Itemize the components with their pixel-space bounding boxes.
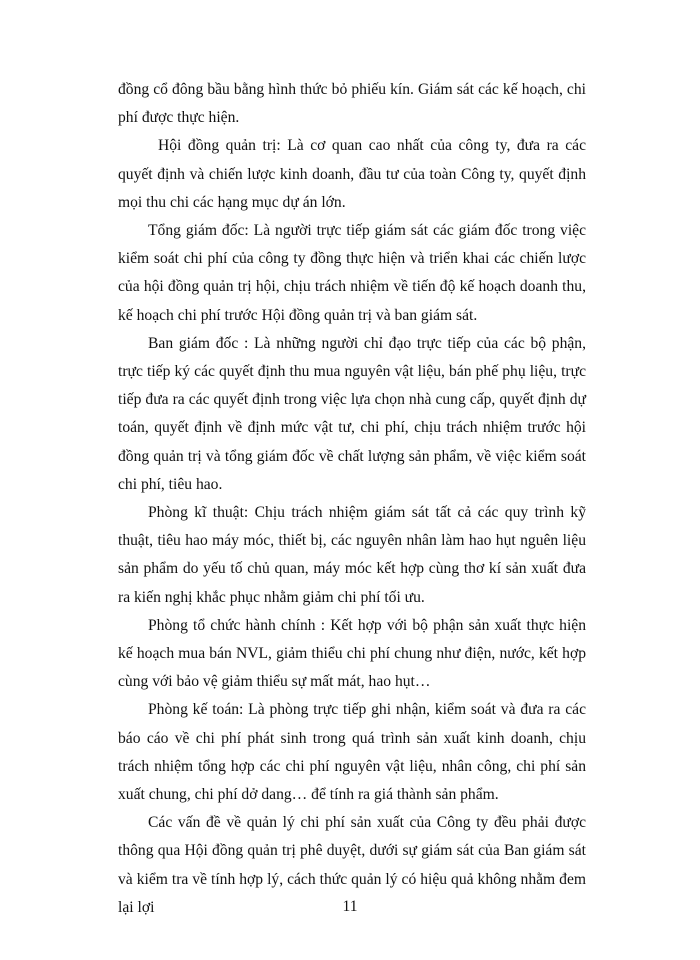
paragraph-van-de-quan-ly: Các vấn đề về quản lý chi phí sản xuất của Công ty đều phải được thông qua Hội đồng quản trị phê duyệt, dưới sự giám sát của Ban giám sát và kiểm tra về tính hợp lý, cách thức quản lý có hiệu quả không nhằm đem lại lợi <box>118 814 586 916</box>
paragraph-phong-ke-toan: Phòng kế toán: Là phòng trực tiếp ghi nhận, kiểm soát và đưa ra các báo cáo về chi phí phát sinh trong quá trình sản xuất kinh doanh, chịu trách nhiệm tổng hợp các chi phí nguyên vật liệu, nhân công, chi phí sản xuất chung, chi phí dở dang… để tính ra giá thành sản phẩm. <box>118 701 586 804</box>
paragraph-phong-to-chuc-hanh-chinh: Phòng tổ chức hành chính : Kết hợp với bộ phận sản xuất thực hiện kế hoạch mua bán NVL, giảm thiểu chi phí chung như điện, nước, kết hợp cùng với bảo vệ giảm thiểu sự mất mát, hao hụt… <box>118 616 586 691</box>
page-number: 11 <box>342 898 358 915</box>
paragraph-ban-giam-doc: Ban giám đốc : Là những người chỉ đạo trực tiếp của các bộ phận, trực tiếp ký các quyết định thu mua nguyên vật liệu, bán phế phụ liệu, trực tiếp đưa ra các quyết định trong việc lựa chọn nhà cung cấp, quyết định dự toán, quyết định về định mức vật tư, chi phí, chịu trách nhiệm trước hội đồng quản trị và tổng giám đốc về chất lượng sản phẩm, về việc kiểm soát chi phí, tiêu hao. <box>118 334 586 493</box>
paragraph-continuation: đồng cổ đông bầu bằng hình thức bỏ phiếu kín. Giám sát các kế hoạch, chi phí được thực hiện. <box>118 81 586 127</box>
paragraph-tong-giam-doc: Tổng giám đốc: Là người trực tiếp giám sát các giám đốc trong việc kiểm soát chi phí của công ty đồng thực hiện và triển khai các chiến lược của hội đồng quản trị hội, chịu trách nhiệm về tiến độ kế hoạch doanh thu, kế hoạch chi phí trước Hội đồng quản trị và ban giám sát. <box>118 222 586 324</box>
paragraph-phong-ki-thuat: Phòng kĩ thuật: Chịu trách nhiệm giám sát tất cả các quy trình kỹ thuật, tiêu hao máy móc, thiết bị, các nguyên nhân làm hao hụt nguên liệu sản phẩm do yếu tố chủ quan, máy móc kết hợp cùng thơ kí sản xuất đưa ra kiến nghị khắc phục nhằm giảm chi phí tối ưu. <box>118 504 586 606</box>
body-text <box>118 76 586 922</box>
paragraph-hoi-dong-quan-tri: Hội đồng quản trị: Là cơ quan cao nhất của công ty, đưa ra các quyết định và chiến lược kinh doanh, đầu tư của toàn Công ty, quyết định mọi thu chi các hạng mục dự án lớn. <box>118 137 586 211</box>
